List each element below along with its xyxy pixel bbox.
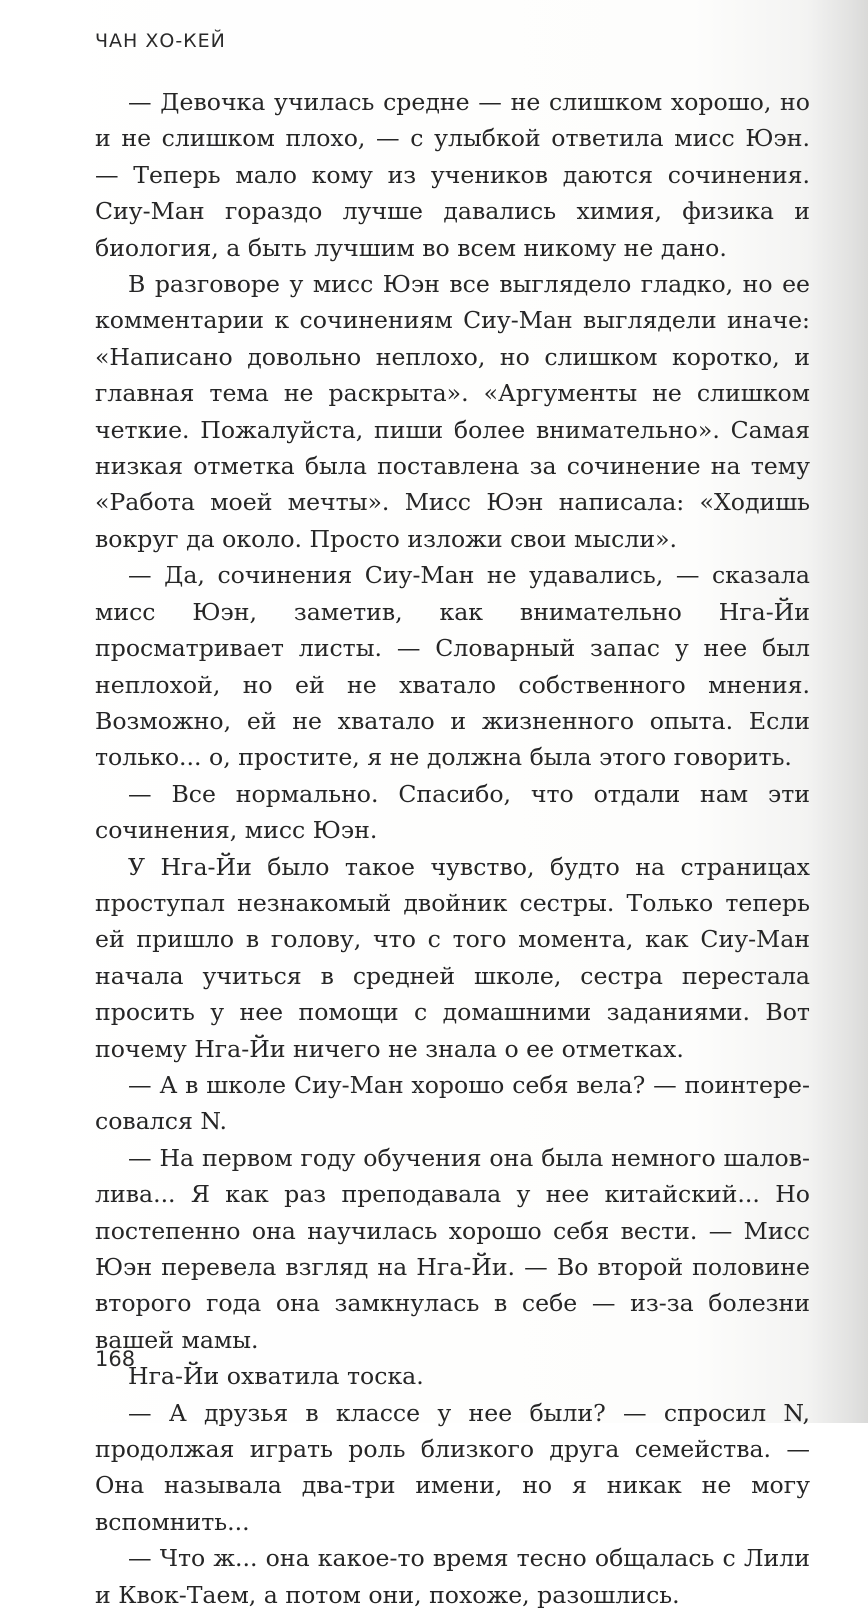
paragraph-3: — Да, сочинения Сиу-Ман не удавались, — сказала мисс Юэн, заметив, как внимательно Нга-Йи просматривает листы. — Словарный запас у нее был неплохой, но ей не хватало собственного мнения. Возможно, ей не хватало и жизненного опыта. Если только... о, простите, я не должна была этого говорить.	[95, 561, 810, 772]
body-text	[95, 84, 810, 1613]
paragraph-10: — Что ж... она какое-то время тесно общалась с Лили и Квок-Таем, а потом они, похоже, разошлись.	[95, 1544, 810, 1609]
paragraph-1: — Девочка училась средне — не слишком хорошо, но и не слишком плохо, — с улыбкой ответила мисс Юэн. — Теперь мало кому из учеников даются сочинения. Сиу-Ман гораздо лучше давались химия, физика и биология, а быть лучшим во всем никому не дано.	[95, 88, 810, 262]
paragraph-2: В разговоре у мисс Юэн все выглядело гладко, но ее комментарии к сочинениям Сиу-Ман выглядели иначе: «Написано довольно неплохо, но слишком коротко, и главная тема не раскрыта». «Аргументы не слишком четкие. Пожалуйста, пиши более внимательно». Самая низкая отметка была поставлена за сочинение на тему «Работа моей мечты». Мисс Юэн написала: «Ходишь вокруг да около. Просто изложи свои мысли».	[95, 270, 810, 553]
running-head-author: ЧАН ХО-КЕЙ	[95, 30, 226, 52]
paragraph-4: — Все нормально. Спасибо, что отдали нам эти сочинения, мисс Юэн.	[95, 779, 810, 845]
paragraph-5: У Нга-Йи было такое чувство, будто на страницах проступал незнакомый двойник сестры. Только теперь ей пришло в голову, что с того момента, как Сиу-Ман начала учиться в средней школе, сестра перестала просить у нее помощи с домашними заданиями. Вот почему Нга-Йи ничего не знала о ее отметках.	[95, 852, 810, 1063]
page-number: 168	[95, 1347, 136, 1371]
paragraph-8: Нга-Йи охватила тоска.	[128, 1362, 424, 1391]
paragraph-9: — А друзья в классе у нее были? — спросил N, продолжая играть роль близкого друга семейства. — Она называла два-три имени, но я никак не могу вспомнить...	[95, 1398, 810, 1536]
paragraph-6: — А в школе Сиу-Ман хорошо себя вела? — поинтересовался N.	[95, 1070, 810, 1136]
paragraph-7: — На первом году обучения она была немного шаловлива... Я как раз преподавала у нее китайский... Но постепенно она научилась хорошо себя вести. — Мисс Юэн перевела взгляд на Нга-Йи. — Во второй половине второго года она замкнулась в себе — из-за болезни вашей мамы.	[95, 1143, 810, 1354]
